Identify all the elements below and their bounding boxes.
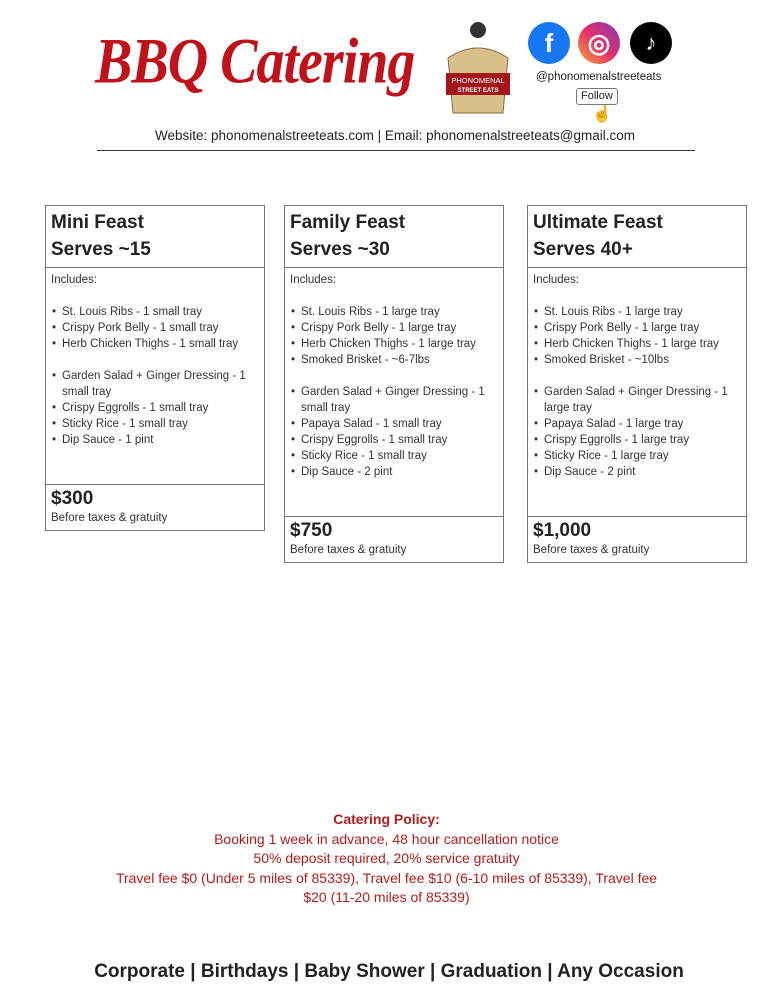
list-item: • Dip Sauce - 1 pint [62, 432, 259, 448]
list-item: • Dip Sauce - 2 pint [544, 464, 741, 480]
package-serves: Serves ~30 [290, 239, 390, 260]
package-price: $1,000 [533, 520, 592, 541]
catering-policy [0, 810, 773, 908]
list-item: • Crispy Pork Belly - 1 small tray [62, 320, 259, 336]
list-item: • Sticky Rice - 1 small tray [62, 416, 259, 432]
page-title: BBQ Catering [95, 26, 415, 98]
policy-heading: Catering Policy: [333, 811, 440, 827]
price-note: Before taxes & gratuity [533, 544, 650, 556]
package-name: Family Feast [290, 212, 406, 233]
package-name: Ultimate Feast [533, 212, 663, 233]
list-item: • Smoked Brisket - ~10lbs [544, 352, 741, 368]
package-price: $300 [51, 488, 94, 509]
instagram-icon[interactable]: ◎ [578, 22, 620, 64]
package-header [528, 206, 746, 268]
includes-label: Includes: [290, 274, 337, 286]
divider [97, 150, 695, 151]
list-item: • St. Louis Ribs - 1 large tray [301, 304, 498, 320]
item-list [533, 304, 741, 368]
list-item: • Sticky Rice - 1 large tray [544, 448, 741, 464]
list-item: • Crispy Eggrolls - 1 small tray [62, 400, 259, 416]
list-item: • Papaya Salad - 1 large tray [544, 416, 741, 432]
package-card [45, 205, 265, 531]
follow-button[interactable]: Follow [576, 88, 618, 105]
price-note: Before taxes & gratuity [290, 544, 407, 556]
list-item: • Crispy Pork Belly - 1 large tray [301, 320, 498, 336]
policy-line: 50% deposit required, 20% service gratuity [253, 850, 520, 866]
list-item: • Garden Salad + Ginger Dressing - 1 small tray [301, 384, 498, 416]
package-header [285, 206, 503, 268]
item-list [290, 384, 498, 480]
item-list [51, 304, 259, 352]
tiktok-icon[interactable]: ♪ [630, 22, 672, 64]
policy-line: Travel fee $0 (Under 5 miles of 85339), Travel fee $10 (6-10 miles of 85339), Travel fee $20 (11-20 miles of 85339) [115, 869, 658, 905]
list-item: • Garden Salad + Ginger Dressing - 1 small tray [62, 368, 259, 400]
price-section [285, 516, 503, 562]
package-serves: Serves 40+ [533, 239, 633, 260]
item-list [290, 304, 498, 368]
list-item: • Crispy Eggrolls - 1 large tray [544, 432, 741, 448]
policy-line: Booking 1 week in advance, 48 hour cancellation notice [214, 830, 559, 847]
price-section [528, 516, 746, 562]
list-item: • Crispy Eggrolls - 1 small tray [301, 432, 498, 448]
brand-logo [443, 18, 513, 118]
package-price: $750 [290, 520, 333, 541]
list-item: • Herb Chicken Thighs - 1 small tray [62, 336, 259, 352]
occasions-footer: Corporate | Birthdays | Baby Shower | Graduation | Any Occasion [94, 961, 684, 982]
item-list [51, 368, 259, 448]
svg-text:PHONOMENAL: PHONOMENAL [451, 76, 505, 85]
list-item: • Herb Chicken Thighs - 1 large tray [544, 336, 741, 352]
list-item: • Dip Sauce - 2 pint [301, 464, 498, 480]
includes-label: Includes: [51, 274, 98, 286]
price-section [46, 484, 264, 530]
price-note: Before taxes & gratuity [51, 512, 168, 524]
list-item: • Crispy Pork Belly - 1 large tray [544, 320, 741, 336]
list-item: • Smoked Brisket - ~6-7lbs [301, 352, 498, 368]
package-header [46, 206, 264, 268]
package-name: Mini Feast [51, 212, 144, 233]
facebook-icon[interactable]: f [528, 22, 570, 64]
list-item: • Herb Chicken Thighs - 1 large tray [301, 336, 498, 352]
includes-label: Includes: [533, 274, 580, 286]
package-serves: Serves ~15 [51, 239, 151, 260]
svg-text:STREET EATS: STREET EATS [457, 88, 499, 94]
list-item: • Papaya Salad - 1 small tray [301, 416, 498, 432]
package-card [527, 205, 747, 563]
social-handle: @phonomenalstreeteats [536, 71, 662, 83]
contact-info: Website: phonomenalstreeteats.com | Email: phonomenalstreeteats@gmail.com [155, 128, 635, 143]
list-item: • Garden Salad + Ginger Dressing - 1 large tray [544, 384, 741, 416]
cursor-icon: ☝ [592, 106, 612, 123]
list-item: • St. Louis Ribs - 1 small tray [62, 304, 259, 320]
list-item: • St. Louis Ribs - 1 large tray [544, 304, 741, 320]
package-card [284, 205, 504, 563]
item-list [533, 384, 741, 480]
list-item: • Sticky Rice - 1 small tray [301, 448, 498, 464]
